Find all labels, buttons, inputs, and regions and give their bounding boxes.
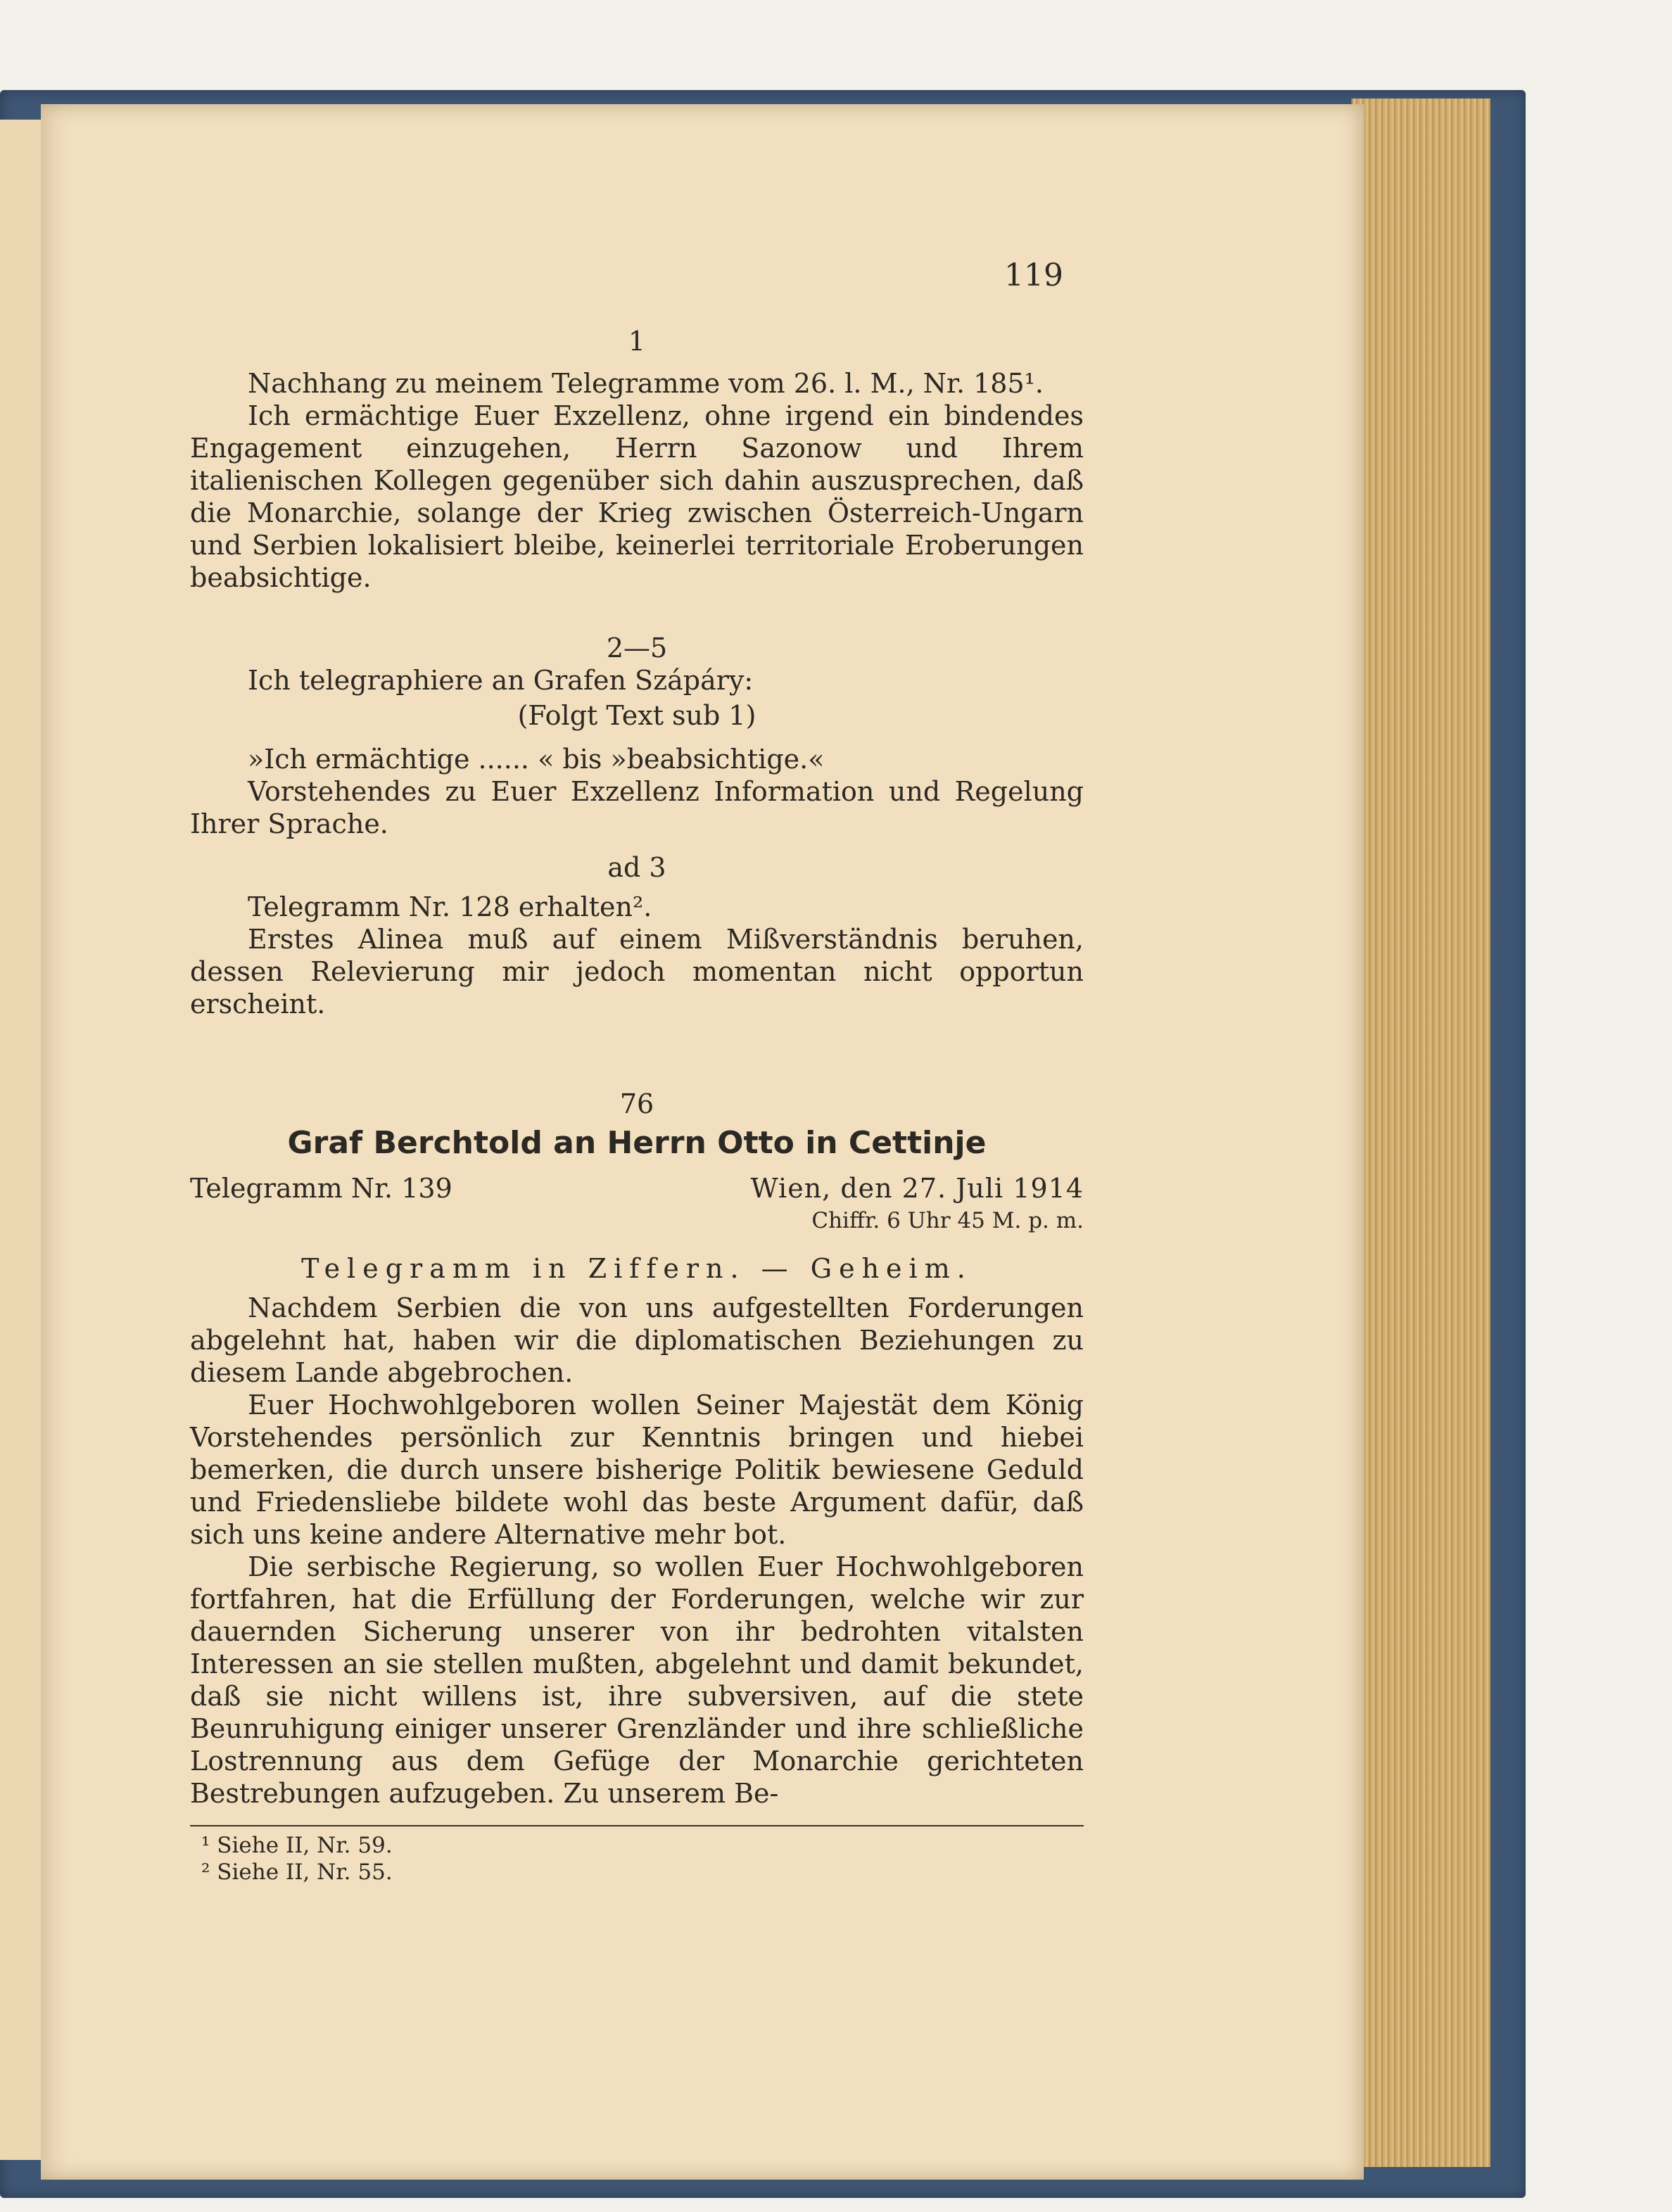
section-1-line-2: Ich ermächtige Euer Exzellenz, ohne irgend ein bindendes Engagement einzugehen, Herrn Sazonow und Ihrem italienischen Kollegen gegenüber sich dahin auszusprechen, daß die Monarchie, solange der Krieg zwischen Österreich-Ungarn und Serbien lokalisiert bleibe, keinerlei territoriale Eroberungen beabsichtige. (190, 400, 1084, 593)
footnote-2: ² Siehe II, Nr. 55. (201, 1860, 393, 1885)
section-3-line-2: Erstes Alinea muß auf einem Mißverständnis beruhen, dessen Relevierung mir jedoch momentan nicht opportun erscheint. (190, 924, 1084, 1019)
page-content (190, 239, 1084, 1886)
paragraph-1: Nachdem Serbien die von uns aufgestellten Forderungen abgelehnt hat, haben wir die diplomatischen Beziehungen zu diesem Lande abgebrochen. (190, 1292, 1084, 1388)
section-2-number: 2—5 (606, 633, 668, 663)
section-1-line-1: Nachhang zu meinem Telegramme vom 26. l. M., Nr. 185¹. (248, 368, 1044, 399)
place-date: Wien, den 27. Juli 1914 (750, 1173, 1084, 1204)
paragraph-2: Euer Hochwohlgeboren wollen Seiner Majestät dem König Vorstehendes persönlich zur Kenntnis bringen und hiebei bemerken, die durch unsere bisherige Politik bewiesene Geduld und Friedensliebe bildete wohl das beste Argument dafür, daß sich uns keine andere Alternative mehr bot. (190, 1390, 1084, 1550)
telegram-subtitle: Telegramm in Ziffern. — Geheim. (301, 1253, 973, 1284)
footnote-1: ¹ Siehe II, Nr. 59. (201, 1833, 393, 1858)
section-1-number: 1 (628, 326, 646, 357)
section-2-line-1: Ich telegraphiere an Grafen Szápáry: (248, 665, 754, 696)
paragraph-3: Die serbische Regierung, so wollen Euer Hochwohlgeboren fortfahren, hat die Erfüllung der Forderungen, welche wir zur dauernden Sicherung unserer von ihr bedrohten vitalsten Interessen an sie stellen mußten, abgelehnt und damit bekundet, daß sie nicht willens ist, ihre subversiven, auf die stete Beunruhigung einiger unserer Grenzländer und ihre schließliche Lostrennung aus dem Gefüge der Monarchie gerichteten Bestrebungen aufzugeben. Zu unserem Be- (190, 1551, 1084, 1809)
section-3-number: ad 3 (607, 852, 666, 883)
document-title: Graf Berchtold an Herrn Otto in Cettinje (287, 1125, 987, 1161)
page-number: 119 (1004, 258, 1063, 293)
section-3-line-1: Telegramm Nr. 128 erhalten². (248, 891, 652, 922)
cipher-time: Chiffr. 6 Uhr 45 M. p. m. (811, 1208, 1084, 1233)
telegram-number: Telegramm Nr. 139 (190, 1173, 452, 1204)
page-edges (1351, 98, 1490, 2167)
document-number: 76 (619, 1088, 654, 1119)
section-2-line-2: (Folgt Text sub 1) (517, 700, 756, 731)
footnote-rule (190, 1825, 1084, 1826)
section-2-line-3: »Ich ermächtige ...... « bis »beabsichtige.« (248, 744, 825, 775)
telegram-header-row (190, 1172, 1084, 1204)
section-2-line-4: Vorstehendes zu Euer Exzellenz Information und Regelung Ihrer Sprache. (190, 776, 1084, 839)
